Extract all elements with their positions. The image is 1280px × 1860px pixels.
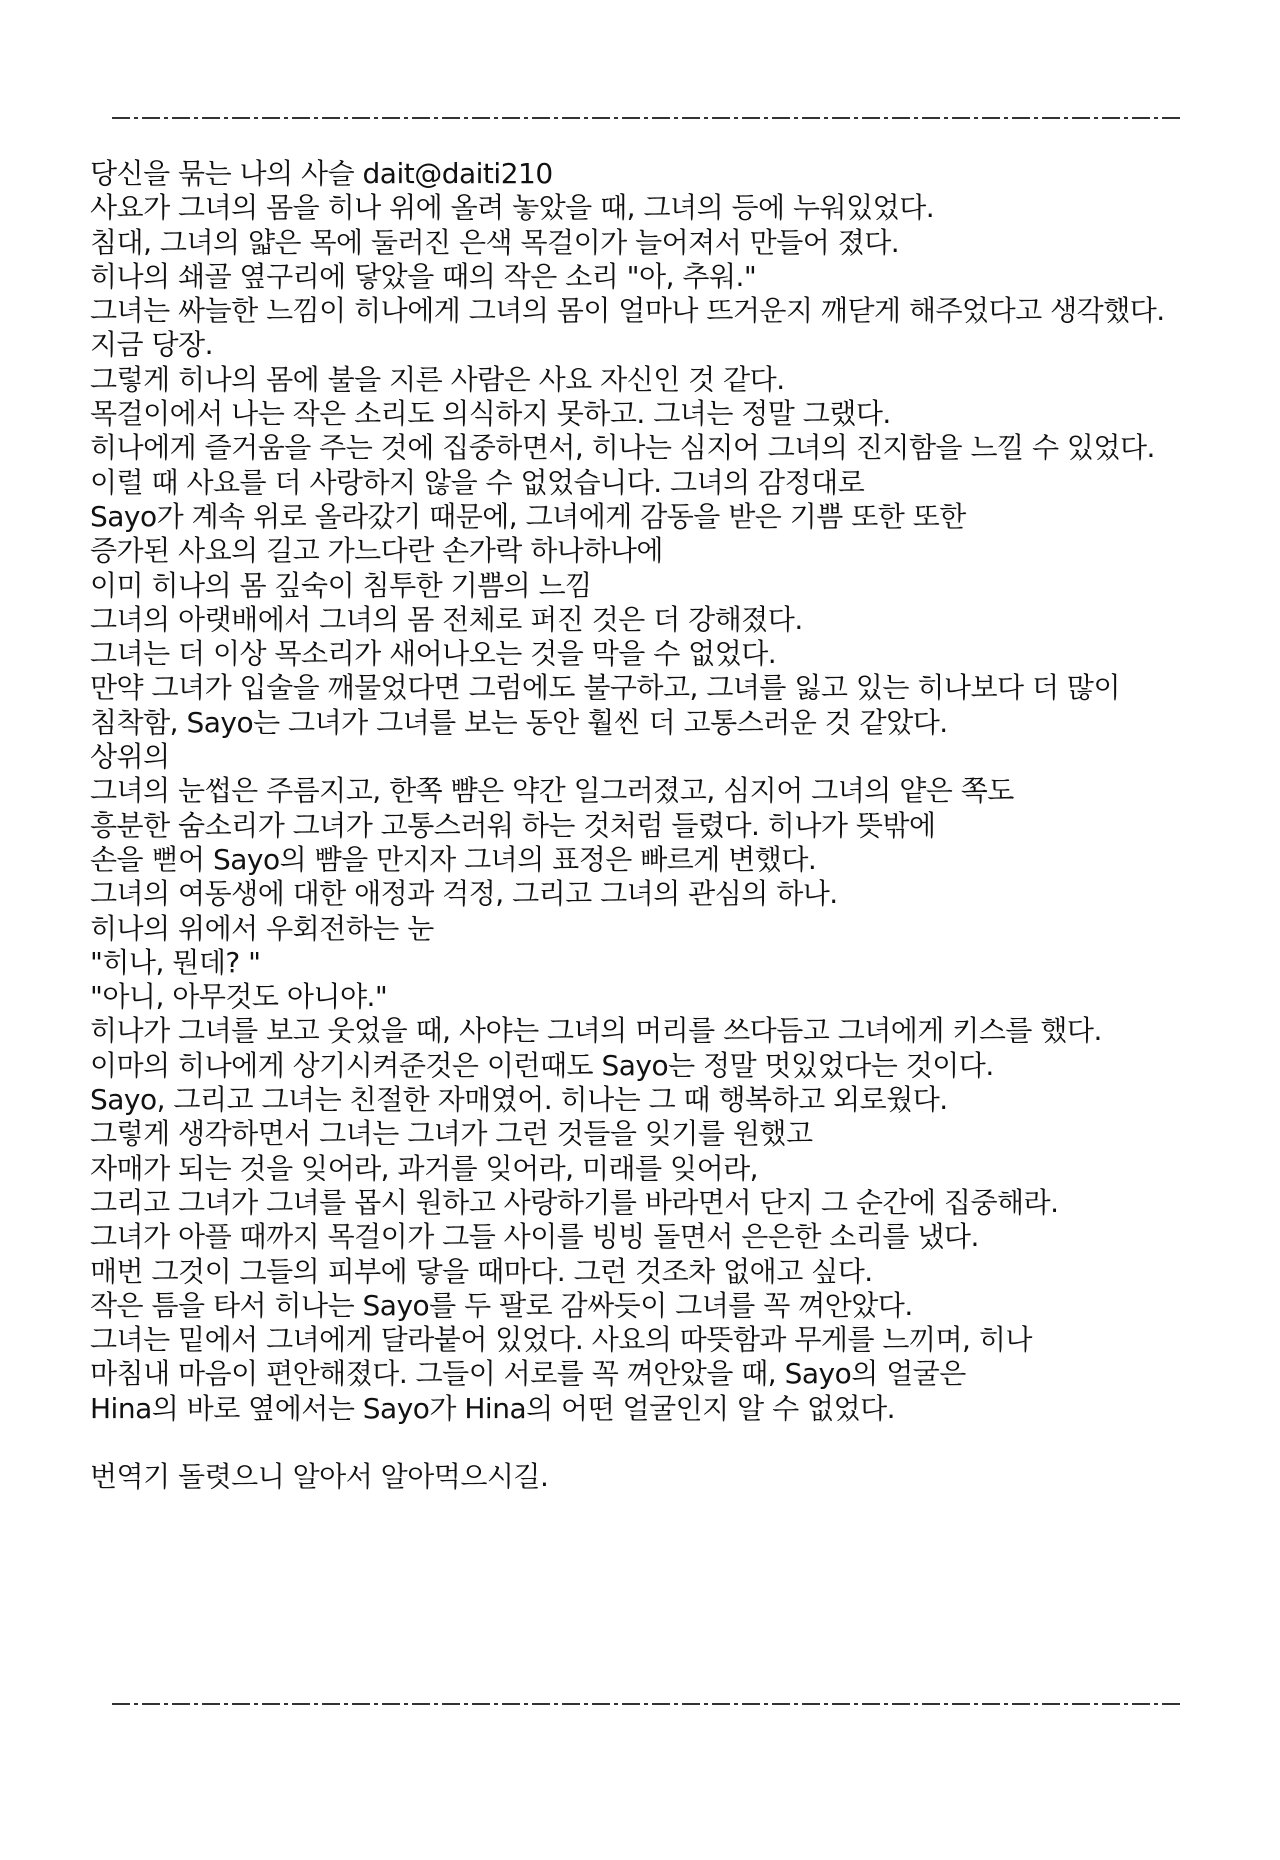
text-line: "히나, 뭔데? " [90,945,261,979]
text-line: 만약 그녀가 입술을 깨물었다면 그럼에도 불구하고, 그녀를 잃고 있는 히나보다 더 많이 [90,671,1120,705]
text-line: 사요가 그녀의 몸을 히나 위에 올려 놓았을 때, 그녀의 등에 누워있었다. [90,191,935,225]
text-line: 흥분한 숨소리가 그녀가 고통스러워 하는 것처럼 들렸다. 히나가 뜻밖에 [90,808,936,842]
text-line: 이럴 때 사요를 더 사랑하지 않을 수 없었습니다. 그녀의 감정대로 [90,465,865,499]
title-line: 당신을 묶는 나의 사슬 dait@daiti210 [90,157,553,190]
text-line: 이미 히나의 몸 깊숙이 침투한 기쁨의 느낌 [90,568,592,602]
text-line: 그녀는 싸늘한 느낌이 히나에게 그녀의 몸이 얼마나 뜨거운지 깨닫게 해주었다고 생각했다. [90,294,1165,328]
text-line: 히나가 그녀를 보고 웃었을 때, 사야는 그녀의 머리를 쓰다듬고 그녀에게 키스를 했다. [90,1014,1102,1048]
text-line: "아니, 아무것도 아니야." [90,980,388,1014]
text-line: 목걸이에서 나는 작은 소리도 의식하지 못하고. 그녀는 정말 그랬다. [90,397,891,431]
text-line: Sayo, 그리고 그녀는 친절한 자매였어. 히나는 그 때 행복하고 외로웠다. [90,1083,948,1117]
text-line: 히나의 쇄골 옆구리에 닿았을 때의 작은 소리 "아, 추워." [90,259,757,293]
text-line: 히나에게 즐거움을 주는 것에 집중하면서, 히나는 심지어 그녀의 진지함을 느낄 수 있었다. [90,431,1155,465]
text-line: 침착함, Sayo는 그녀가 그녀를 보는 동안 훨씬 더 고통스러운 것 같았다. [90,705,948,739]
blank-line [90,1426,1260,1460]
text-line: 증가된 사요의 길고 가느다란 손가락 하나하나에 [90,534,663,568]
footer-note: 번역기 돌렷으니 알아서 알아먹으시길. [90,1460,549,1494]
text-line: 손을 뻗어 Sayo의 뺨을 만지자 그녀의 표정은 빠르게 변했다. [90,842,817,876]
text-line: Sayo가 계속 위로 올라갔기 때문에, 그녀에게 감동을 받은 기쁨 또한 또한 [90,499,966,533]
text-line: 그리고 그녀가 그녀를 몹시 원하고 사랑하기를 바라면서 단지 그 순간에 집중해라. [90,1185,1059,1219]
text-line: 그렇게 생각하면서 그녀는 그녀가 그런 것들을 잊기를 원했고 [90,1117,813,1151]
story-text [90,157,1260,1495]
text-line: Hina의 바로 옆에서는 Sayo가 Hina의 어떤 얼굴인지 알 수 없었다. [90,1391,896,1425]
text-line: 그녀가 아플 때까지 목걸이가 그들 사이를 빙빙 돌면서 은은한 소리를 냈다. [90,1220,979,1254]
text-line: 그녀의 눈썹은 주름지고, 한쪽 뺨은 약간 일그러졌고, 심지어 그녀의 얕은 쪽도 [90,774,1014,808]
text-line: 지금 당장. [90,328,213,362]
text-line: 자매가 되는 것을 잊어라, 과거를 잊어라, 미래를 잊어라, [90,1151,759,1185]
text-line: 그녀는 밑에서 그녀에게 달라붙어 있었다. 사요의 따뜻함과 무게를 느끼며, 히나 [90,1323,1032,1357]
text-line: 그렇게 히나의 몸에 불을 지른 사람은 사요 자신인 것 같다. [90,362,785,396]
top-dashed-divider [112,115,1184,121]
text-line: 그녀의 아랫배에서 그녀의 몸 전체로 퍼진 것은 더 강해졌다. [90,602,803,636]
text-line: 마침내 마음이 편안해졌다. 그들이 서로를 꼭 껴안았을 때, Sayo의 얼굴은 [90,1357,966,1391]
text-line: 침대, 그녀의 얇은 목에 둘러진 은색 목걸이가 늘어져서 만들어 졌다. [90,225,900,259]
text-line: 그녀는 더 이상 목소리가 새어나오는 것을 막을 수 없었다. [90,637,777,671]
bottom-dashed-divider [112,1701,1184,1707]
text-line: 상위의 [90,740,170,774]
text-line: 히나의 위에서 우회전하는 눈 [90,911,434,945]
text-line: 그녀의 여동생에 대한 애정과 걱정, 그리고 그녀의 관심의 하나. [90,877,838,911]
text-line: 매번 그것이 그들의 피부에 닿을 때마다. 그런 것조차 없애고 싶다. [90,1254,873,1288]
text-line: 이마의 히나에게 상기시켜준것은 이런때도 Sayo는 정말 멋있었다는 것이다. [90,1048,994,1082]
text-line: 작은 틈을 타서 히나는 Sayo를 두 팔로 감싸듯이 그녀를 꼭 껴안았다. [90,1288,913,1322]
